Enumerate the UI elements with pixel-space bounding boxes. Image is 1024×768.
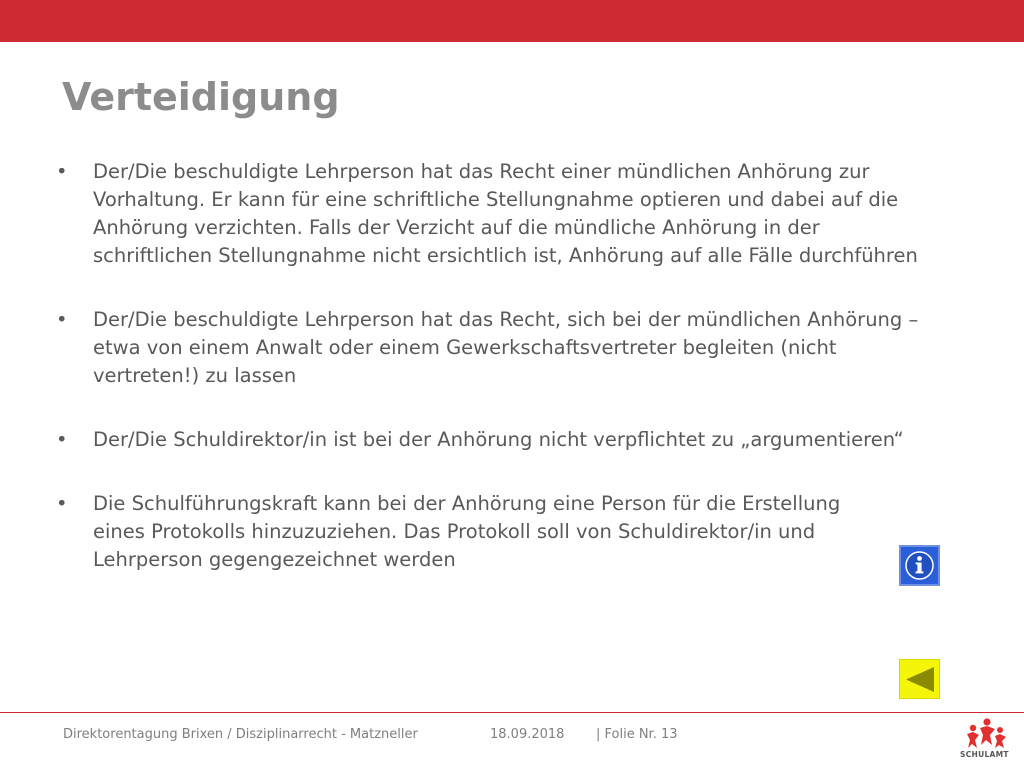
footer-divider	[0, 712, 1024, 713]
bullet-item	[56, 306, 926, 390]
back-button[interactable]	[899, 659, 940, 699]
bullet-item	[56, 158, 926, 270]
top-accent-bar	[0, 0, 1024, 42]
slide-title: Verteidigung	[62, 75, 340, 119]
bullet-dot: •	[56, 428, 68, 451]
bullet-text: Die Schulführungskraft kann bei der Anhörung eine Person für die Erstellung eines Protokolls hinzuzuziehen. Das Protokoll soll von Schuldirektor/in und Lehrperson gegengezeichnet werden	[93, 492, 841, 571]
bullet-list	[56, 158, 926, 574]
bullet-text: Der/Die beschuldigte Lehrperson hat das Recht einer mündlichen Anhörung zur Vorhaltung. Er kann für eine schriftliche Stellungnahme optieren und dabei auf die Anhörung verzichten. Falls der Verzicht auf die mündliche Anhörung in der schriftlichen Stellungnahme nicht ersichtlich ist, Anhörung auf alle Fälle durchführen	[93, 160, 918, 267]
bullet-dot: •	[56, 308, 68, 331]
info-button[interactable]	[899, 545, 940, 586]
bullet-dot: •	[56, 160, 68, 183]
info-icon	[905, 551, 934, 580]
footer-event-label: Direktorentagung Brixen / Disziplinarrecht - Matzneller	[63, 727, 418, 742]
bullet-text: Der/Die beschuldigte Lehrperson hat das Recht, sich bei der mündlichen Anhörung – etwa von einem Anwalt oder einem Gewerkschaftsvertreter begleiten (nicht vertreten!) zu lassen	[93, 308, 919, 387]
bullet-dot: •	[56, 492, 68, 515]
bullet-item	[56, 490, 883, 574]
bullet-item	[56, 426, 926, 454]
bullet-text: Der/Die Schuldirektor/in ist bei der Anhörung nicht verpflichtet zu „argumentieren“	[93, 428, 904, 451]
back-arrow-icon	[905, 666, 935, 693]
footer-date: 18.09.2018	[490, 727, 565, 742]
footer-slide-number: | Folie Nr. 13	[596, 727, 678, 742]
logo-label: SCHULAMT	[960, 750, 1009, 759]
